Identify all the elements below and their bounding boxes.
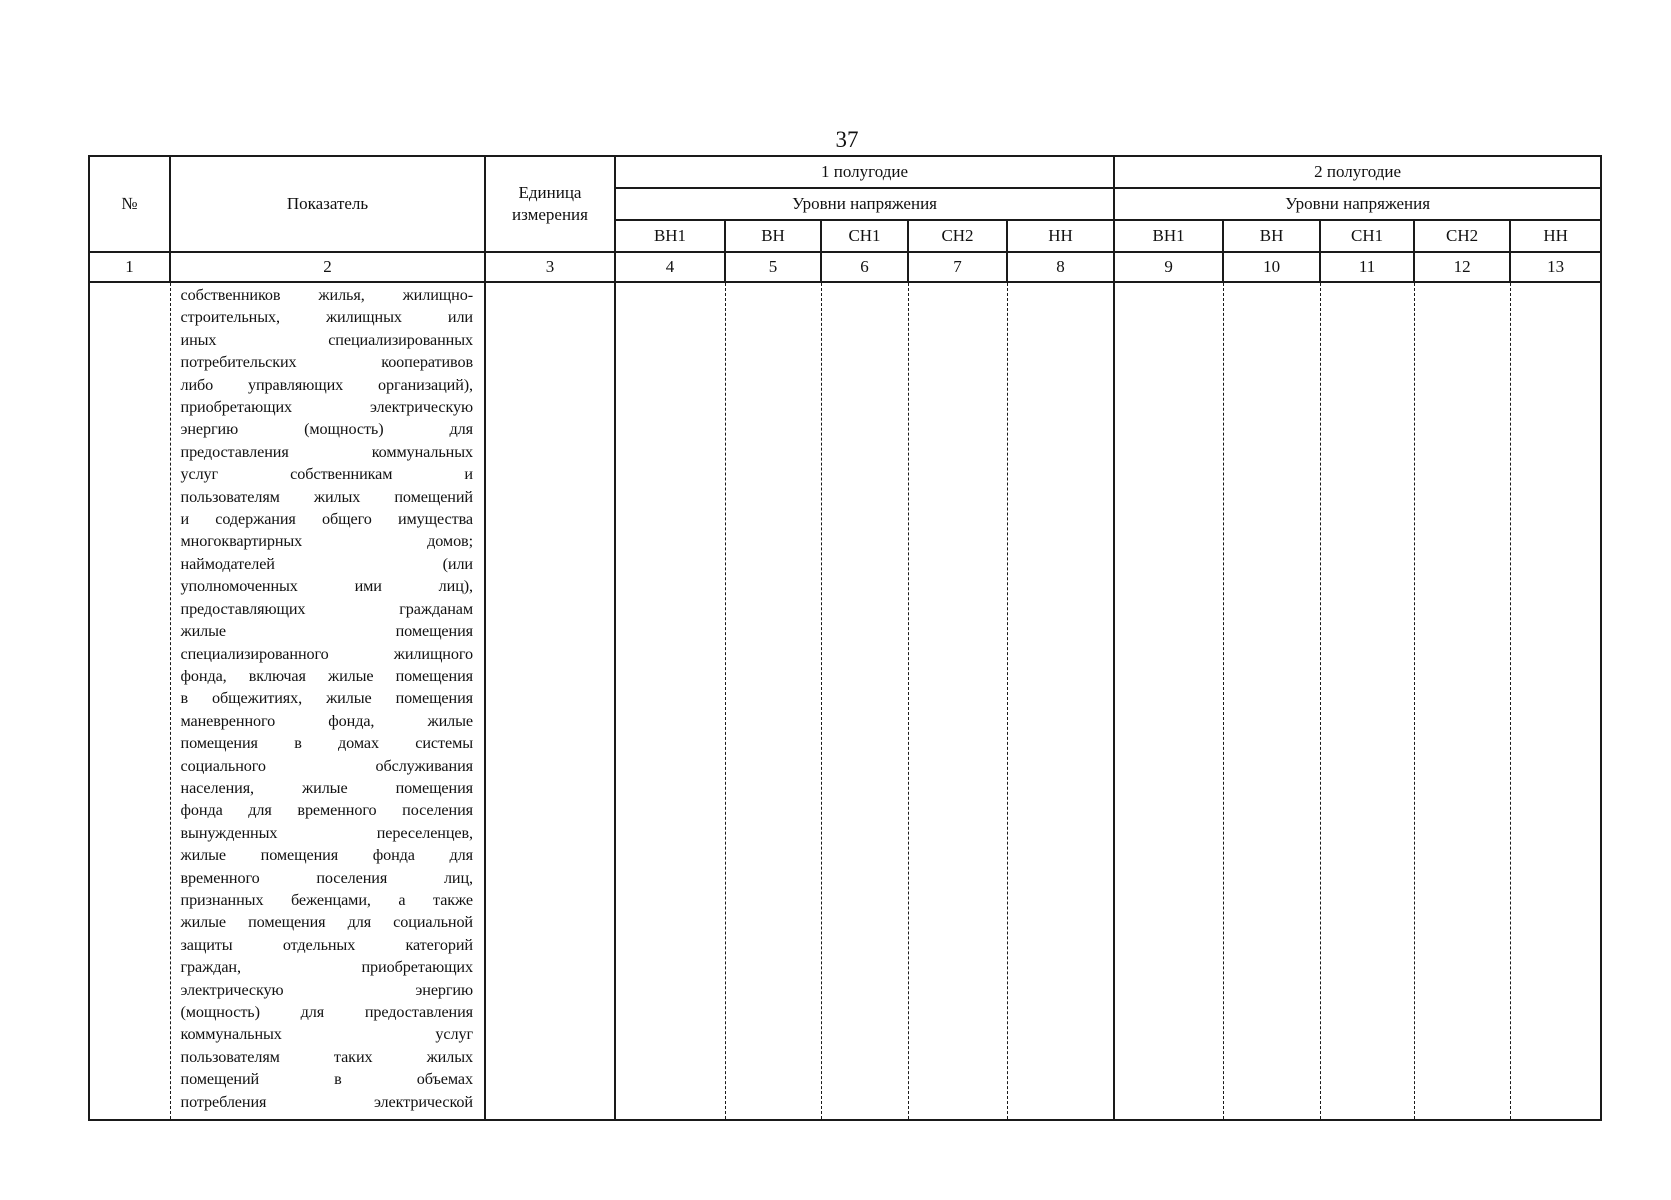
indicator-text-line: маневренного фонда, жилые (180, 711, 473, 730)
indicator-text-line: жилые помещения фонда для (180, 846, 473, 865)
indicator-text-line: вынужденных переселенцев, (180, 823, 473, 842)
row-indicator-cell (170, 282, 485, 1120)
value-cell (1114, 282, 1223, 1120)
indicator-text-line: признанных беженцами, а также (180, 890, 473, 909)
indicator-text-line: потребительских кооперативов (180, 353, 473, 372)
header-h1-vn: ВН (725, 220, 821, 252)
header-unit-line1: Единица (518, 183, 582, 202)
indicator-text-line: собственников жилья, жилищно- (180, 286, 473, 304)
header-no: № (89, 156, 170, 252)
indicator-text-line: фонда, включая жилые помещения (180, 666, 473, 685)
indicator-text-line: либо управляющих организаций), (180, 375, 473, 394)
row-no-cell (89, 282, 170, 1120)
value-cell (1007, 282, 1114, 1120)
value-cell (615, 282, 725, 1120)
indicator-text-line: жилые помещения для социальной (180, 913, 473, 932)
indicator-text-line: энергию (мощность) для (180, 420, 473, 439)
column-number-row (89, 252, 1601, 282)
indicator-text-line: услуг собственникам и (180, 465, 473, 484)
header-indicator: Показатель (170, 156, 485, 252)
indicator-text-line: в общежитиях, жилые помещения (180, 689, 473, 708)
indicator-text-line: предоставления коммунальных (180, 442, 473, 461)
header-h2-nn: НН (1510, 220, 1601, 252)
header-h1-sn1: СН1 (821, 220, 908, 252)
page-number: 37 (835, 127, 859, 152)
header-unit (485, 156, 615, 252)
indicator-text-line: (мощность) для предоставления (180, 1003, 473, 1021)
column-number: 7 (908, 252, 1007, 282)
header-voltage-levels-1: Уровни напряжения (615, 188, 1114, 220)
header-h2-sn2: СН2 (1414, 220, 1510, 252)
indicator-text-line: населения, жилые помещения (180, 778, 473, 797)
column-number: 4 (615, 252, 725, 282)
indicator-text-line: специализированного жилищного (180, 644, 473, 663)
tariff-indicators-table (88, 155, 1602, 1121)
indicator-text (171, 283, 485, 1113)
indicator-text-line: жилые помещения (180, 622, 473, 641)
indicator-text-line: пользователям таких жилых (180, 1047, 473, 1066)
table-row (89, 282, 1601, 1120)
value-cell (1510, 282, 1601, 1120)
header-voltage-levels-2: Уровни напряжения (1114, 188, 1601, 220)
indicator-text-line: пользователям жилых помещений (180, 487, 473, 506)
indicator-text-line: многоквартирных домов; (180, 532, 473, 551)
indicator-text-line: граждан, приобретающих (180, 958, 473, 977)
header-h2-vn: ВН (1223, 220, 1320, 252)
column-number: 13 (1510, 252, 1601, 282)
column-number: 3 (485, 252, 615, 282)
indicator-text-line: строительных, жилищных или (180, 308, 473, 327)
value-cell (725, 282, 821, 1120)
column-number: 11 (1320, 252, 1414, 282)
indicator-text-line: наймодателей (или (180, 554, 473, 573)
indicator-text-line: электрическую энергию (180, 980, 473, 999)
indicator-text-line: помещений в объемах (180, 1070, 473, 1089)
column-number: 6 (821, 252, 908, 282)
indicator-text-line: приобретающих электрическую (180, 398, 473, 417)
value-cell (821, 282, 908, 1120)
value-cell (1414, 282, 1510, 1120)
column-number: 8 (1007, 252, 1114, 282)
value-cell (1320, 282, 1414, 1120)
indicator-text-line: иных специализированных (180, 330, 473, 349)
indicator-text-line: и содержания общего имущества (180, 510, 473, 529)
indicator-text-line: социального обслуживания (180, 756, 473, 775)
header-unit-line2: измерения (512, 205, 588, 224)
indicator-text-line: предоставляющих гражданам (180, 599, 473, 618)
header-h1-nn: НН (1007, 220, 1114, 252)
row-unit-cell (485, 282, 615, 1120)
header-h2-vn1: ВН1 (1114, 220, 1223, 252)
column-number: 5 (725, 252, 821, 282)
value-cell (908, 282, 1007, 1120)
header-h1-vn1: ВН1 (615, 220, 725, 252)
indicator-text-line: защиты отдельных категорий (180, 935, 473, 954)
column-number: 1 (89, 252, 170, 282)
indicator-text-line: помещения в домах системы (180, 734, 473, 753)
column-number: 9 (1114, 252, 1223, 282)
indicator-text-line: коммунальных услуг (180, 1025, 473, 1044)
indicator-text-line: временного поселения лиц, (180, 868, 473, 887)
column-number: 10 (1223, 252, 1320, 282)
header-h2-sn1: СН1 (1320, 220, 1414, 252)
header-row-halves (89, 156, 1601, 188)
header-half-2: 2 полугодие (1114, 156, 1601, 188)
column-number: 2 (170, 252, 485, 282)
indicator-text-line: потребления электрической (180, 1092, 473, 1111)
header-half-1: 1 полугодие (615, 156, 1114, 188)
column-number: 12 (1414, 252, 1510, 282)
indicator-text-line: фонда для временного поселения (180, 801, 473, 820)
indicator-text-line: уполномоченных ими лиц), (180, 577, 473, 596)
header-h1-sn2: СН2 (908, 220, 1007, 252)
value-cell (1223, 282, 1320, 1120)
